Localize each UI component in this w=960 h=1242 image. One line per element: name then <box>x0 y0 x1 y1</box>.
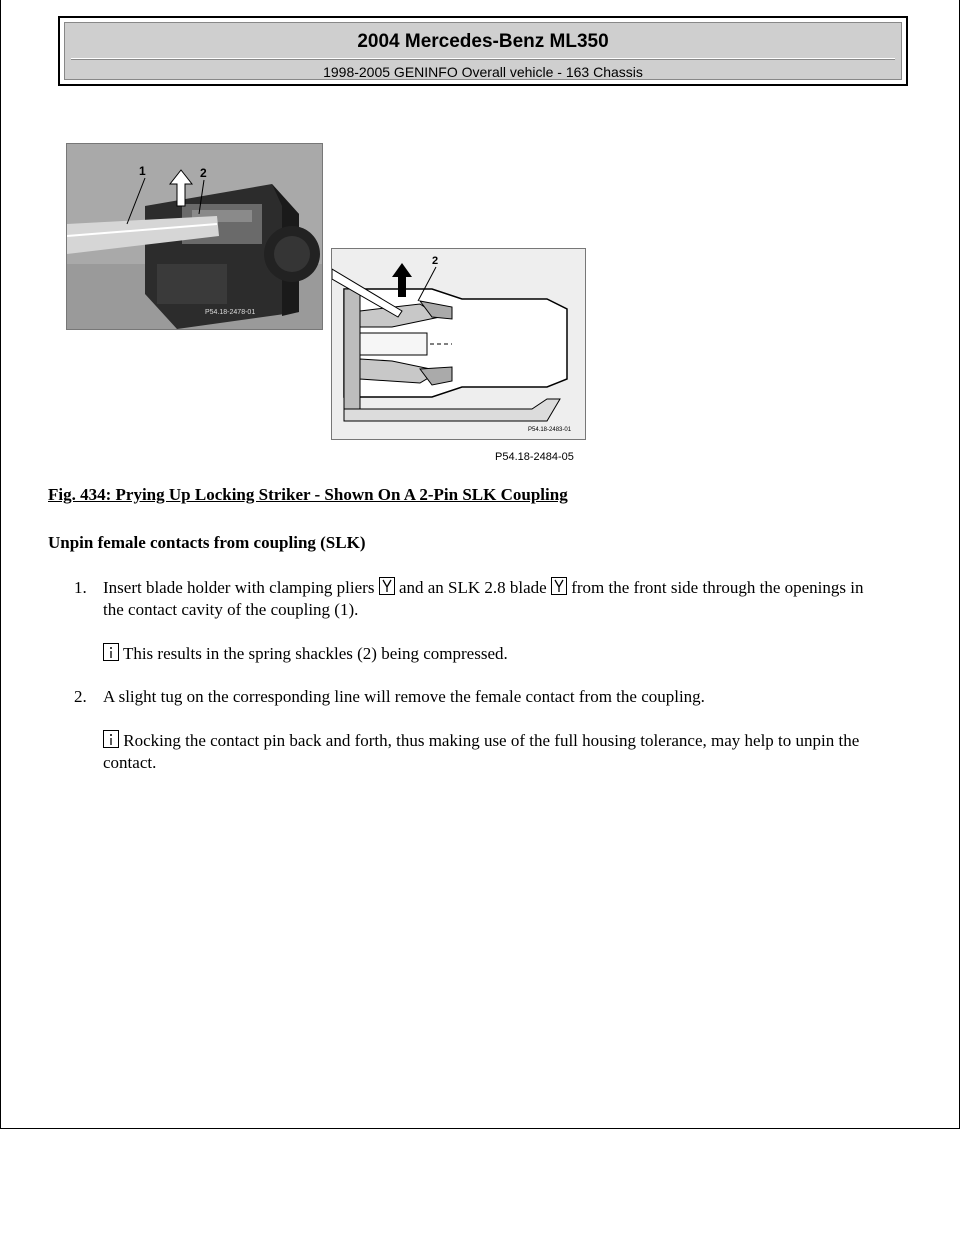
step-2-number: 2. <box>74 687 87 706</box>
coupling-cross-section <box>331 248 586 440</box>
diagram-code-label: P54.18-2483-01 <box>528 427 572 433</box>
step-1-text-part2: and an SLK 2.8 blade <box>398 578 547 597</box>
header-subtitle: 1998-2005 GENINFO Overall vehicle - 163 Chassis <box>323 64 643 80</box>
section-heading: Unpin female contacts from coupling (SLK) <box>48 533 366 552</box>
step-1-text-part1: Insert blade holder with clamping pliers <box>103 578 375 597</box>
header-panel <box>64 22 902 80</box>
photo-callout-2: 2 <box>200 166 207 180</box>
tool-icon[interactable] <box>379 577 395 595</box>
step-2-note <box>103 730 883 774</box>
info-icon[interactable] <box>103 730 119 748</box>
document-header <box>58 16 908 86</box>
diagram-callout-2: 2 <box>432 255 439 267</box>
header-title: 2004 Mercedes-Benz ML350 <box>357 31 609 52</box>
info-icon[interactable] <box>103 643 119 661</box>
tool-icon[interactable] <box>551 577 567 595</box>
step-1-number: 1. <box>74 578 87 597</box>
step-1-text-part3: from the front side through the openings in the contact cavity of the coupling (1). <box>103 578 864 619</box>
header-divider <box>71 58 895 60</box>
figure-code: P54.18-2484-05 <box>495 451 574 463</box>
connector-photo <box>66 143 323 330</box>
connector-photo-drawing <box>67 144 322 329</box>
step-2-note-text: Rocking the contact pin back and forth, thus making use of the full housing tolerance, may help to unpin the contact. <box>103 731 860 772</box>
figure-caption[interactable]: Fig. 434: Prying Up Locking Striker - Shown On A 2-Pin SLK Coupling <box>48 485 568 504</box>
photo-callout-1: 1 <box>139 164 146 178</box>
photo-code-label: P54.18-2478-01 <box>205 309 256 316</box>
step-2-text: A slight tug on the corresponding line will remove the female contact from the coupling. <box>103 687 705 706</box>
step-1-note-text: This results in the spring shackles (2) being compressed. <box>122 644 508 663</box>
coupling-cross-section-drawing <box>332 249 585 439</box>
step-1-text <box>103 577 883 621</box>
step-1-note <box>103 643 883 665</box>
